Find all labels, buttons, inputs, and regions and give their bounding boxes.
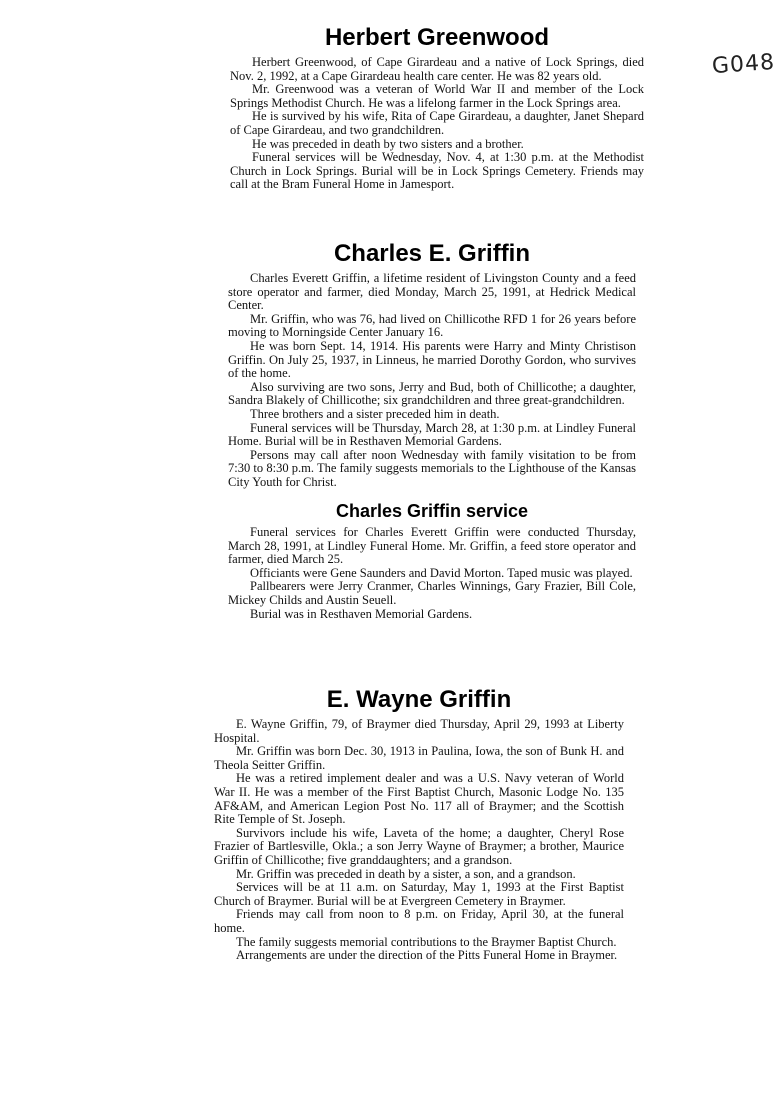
- obituary-paragraph: He is survived by his wife, Rita of Cape Girardeau, a daughter, Janet Shepard of Cape Girardeau, and two grandchildren.: [230, 109, 644, 137]
- handwritten-note: G048: [711, 49, 776, 80]
- obituary-paragraph: The family suggests memorial contributions to the Braymer Baptist Church.: [236, 934, 617, 949]
- obituary-title: Charles E. Griffin: [333, 240, 531, 267]
- obituary-paragraph: Persons may call after noon Wednesday with family visitation to be from 7:30 to 8:30 p.m. The family suggests memorials to the Lighthouse of the Kansas City Youth for Christ.: [228, 447, 636, 489]
- obituary-paragraph: He was preceded in death by two sisters and a brother.: [252, 136, 524, 151]
- obituary-paragraph: Burial was in Resthaven Memorial Gardens.: [250, 606, 473, 621]
- obituary-paragraph: Charles Everett Griffin, a lifetime resident of Livingston County and a feed store operator and farmer, died Monday, March 25, 1991, at Hedrick Medical Center.: [228, 271, 636, 313]
- obituary-paragraph: Three brothers and a sister preceded him in death.: [250, 406, 500, 421]
- obituary-paragraph: Funeral services will be Wednesday, Nov. 4, at 1:30 p.m. at the Methodist Church in Lock Springs. Burial will be in Lock Springs Cemetery. Friends may call at the Bram Funeral Home in Jamesport.: [230, 150, 644, 192]
- obituary-paragraph: Officiants were Gene Saunders and David Morton. Taped music was played.: [250, 565, 633, 580]
- obituary-paragraph: Mr. Greenwood was a veteran of World War II and member of the Lock Springs Methodist Church. He was a lifelong farmer in the Lock Springs area.: [230, 82, 644, 110]
- obituary-paragraph: Mr. Griffin was born Dec. 30, 1913 in Paulina, Iowa, the son of Bunk H. and Theola Seitter Griffin.: [214, 744, 624, 772]
- obituary-title: Herbert Greenwood: [324, 24, 550, 51]
- obituary-paragraph: Also surviving are two sons, Jerry and Bud, both of Chillicothe; a daughter, Sandra Blakely of Chillicothe; six grandchildren and three great-grandchildren.: [228, 379, 636, 408]
- obituary-paragraph: Herbert Greenwood, of Cape Girardeau and a native of Lock Springs, died Nov. 2, 1992, at a Cape Girardeau health care center. He was 82 years old.: [230, 55, 644, 83]
- obituary-e-wayne-griffin: [214, 686, 624, 963]
- obituary-charles-e-griffin: [228, 240, 636, 490]
- obituary-herbert-greenwood: [230, 24, 644, 192]
- obituary-paragraph: Services will be at 11 a.m. on Saturday, May 1, 1993 at the First Baptist Church of Braymer. Burial will be at Evergreen Cemetery in Braymer.: [214, 880, 624, 908]
- obituary-title: E. Wayne Griffin: [326, 686, 512, 713]
- obituary-paragraph: Arrangements are under the direction of the Pitts Funeral Home in Braymer.: [236, 948, 618, 963]
- obituary-paragraph: Mr. Griffin was preceded in death by a sister, a son, and a grandson.: [236, 866, 576, 881]
- obituary-paragraph: Mr. Griffin, who was 76, had lived on Chillicothe RFD 1 for 26 years before moving to Morningside Center January 16.: [228, 311, 636, 340]
- obituary-charles-griffin-service: [228, 498, 636, 621]
- obituary-paragraph: Friends may call from noon to 8 p.m. on Friday, April 30, at the funeral home.: [214, 907, 624, 935]
- obituary-paragraph: Survivors include his wife, Laveta of the home; a daughter, Cheryl Rose Frazier of Bartlesville, Okla.; a son Jerry Wayne of Braymer; a brother, Maurice Griffin of Chillicothe; five granddaughters; and a grandson.: [214, 825, 624, 867]
- obituary-paragraph: Pallbearers were Jerry Cranmer, Charles Winnings, Gary Frazier, Bill Cole, Mickey Childs and Austin Seuell.: [228, 579, 636, 607]
- obituary-paragraph: He was born Sept. 14, 1914. His parents were Harry and Minty Christison Griffin. On July 25, 1937, in Linneus, he married Dorothy Gordon, who survives of the home.: [228, 338, 636, 381]
- obituary-paragraph: He was a retired implement dealer and was a U.S. Navy veteran of World War II. He was a member of the First Baptist Church, Masonic Lodge No. 135 AF&AM, and American Legion Post No. 117 all of Braymer; and the Scottish Rite Temple of St. Joseph.: [214, 771, 624, 827]
- obituary-paragraph: Funeral services will be Thursday, March 28, at 1:30 p.m. at Lindley Funeral Home. Burial will be in Resthaven Memorial Gardens.: [228, 420, 636, 449]
- obituary-title: Charles Griffin service: [335, 501, 529, 521]
- obituary-paragraph: E. Wayne Griffin, 79, of Braymer died Thursday, April 29, 1993 at Liberty Hospital.: [214, 717, 624, 745]
- obituary-paragraph: Funeral services for Charles Everett Griffin were conducted Thursday, March 28, 1991, at Lindley Funeral Home. Mr. Griffin, a feed store operator and farmer, died March 25.: [228, 525, 636, 567]
